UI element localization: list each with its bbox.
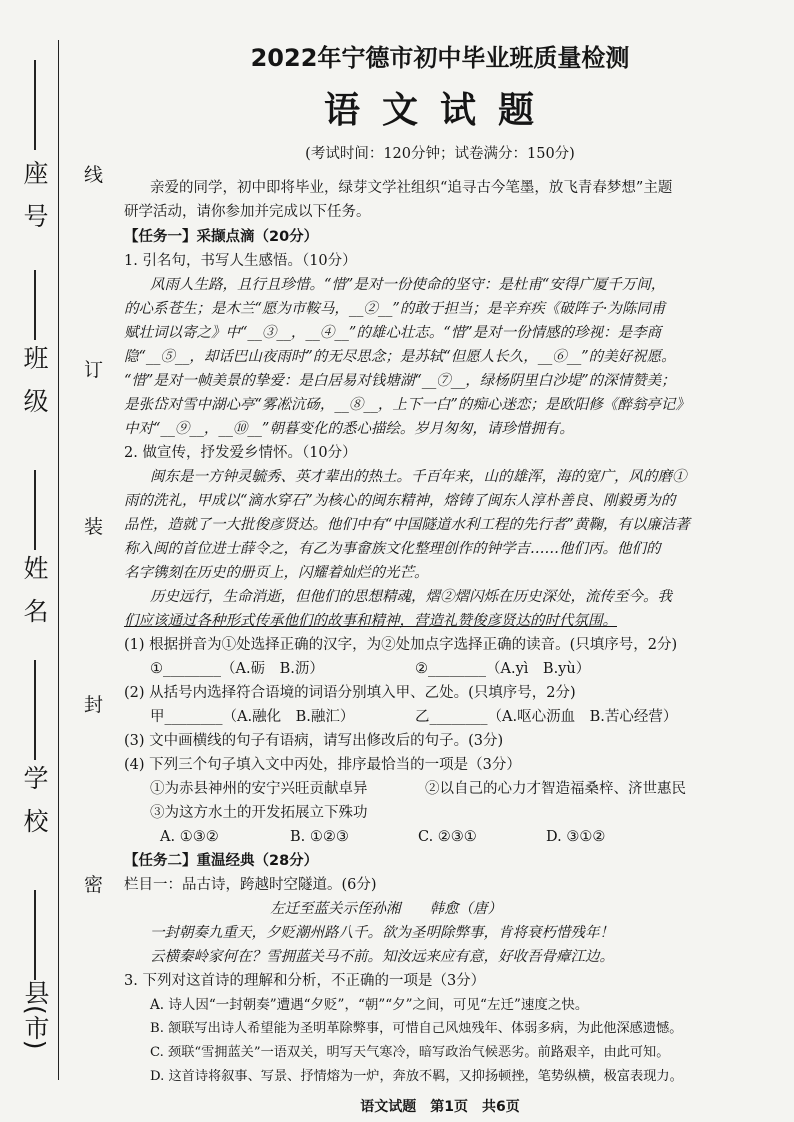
- sub1-option-1: ①________（A.砺 B.沥）: [150, 661, 324, 677]
- county-blank: [34, 890, 36, 980]
- choice-d: D. ③①②: [546, 829, 606, 845]
- poem-line-2: 云横秦岭家何在？雪拥蓝关马不前。知汝远来应有意，好收吾骨瘴江边。: [150, 949, 614, 965]
- sub1-option-2: ②________（A.yì B.yù）: [415, 661, 591, 677]
- q3-title: 3. 下列对这首诗的理解和分析，不正确的一项是（3分）: [124, 973, 486, 989]
- seal-xian: 线: [84, 164, 104, 186]
- q1-title: 1. 引名句，书写人生感悟。（10分）: [124, 253, 357, 269]
- sub4-item-2: ②以自己的心力才智造福桑梓、济世惠民: [425, 781, 686, 797]
- binding-line: [58, 40, 59, 1080]
- sub4-item-3: ③为这方水土的开发拓展立下殊功: [150, 805, 368, 821]
- label-school: 学校: [20, 765, 49, 851]
- column-one: 栏目一：品古诗，跨越时空隧道。(6分): [124, 877, 377, 893]
- page-footer: 语文试题 第1页 共6页: [360, 1099, 520, 1115]
- sub2-option-2: 乙________（A.呕心沥血 B.苦心经营）: [415, 709, 678, 725]
- q1-text: “惜”是对一帧美景的挚爱：是白居易对钱塘湖“__⑦__，绿杨阴里白沙堤”的深情赞美；: [124, 373, 676, 389]
- label-seat: 座号: [20, 160, 49, 246]
- seal-feng: 封: [84, 694, 104, 716]
- q2-text: 闽东是一方钟灵毓秀、英才辈出的热土。千百年来，山的雄浑，海的宽广，风的磨①: [150, 469, 687, 485]
- q2-text: 历史远行，生命消逝，但他们的思想精魂，熠②熠闪烁在历史深处，流传至今。我: [150, 589, 672, 605]
- seat-blank: [34, 60, 36, 150]
- q3-option-a: A. 诗人因“一封朝奏”遭遇“夕贬”，“朝”“夕”之间，可见“左迁”速度之快。: [150, 997, 589, 1013]
- poem-line-1: 一封朝奏九重天，夕贬潮州路八千。欲为圣明除弊事，肯将衰朽惜残年！: [150, 925, 614, 941]
- sub-question-3: (3) 文中画横线的句子有语病，请写出修改后的句子。(3分): [124, 733, 504, 749]
- label-name: 姓名: [20, 555, 49, 641]
- q2-underlined-sentence: 们应该通过各种形式传承他们的故事和精神，营造礼赞俊彦贤达的时代氛围。: [124, 613, 617, 629]
- poem-title: 左迁至蓝关示侄孙湘 韩愈（唐）: [270, 901, 502, 917]
- q2-text: 名字镌刻在历史的册页上，闪耀着灿烂的光芒。: [124, 565, 429, 581]
- class-blank: [34, 270, 36, 340]
- exam-title: 2022年宁德市初中毕业班质量检测: [250, 44, 630, 72]
- sub-question-4: (4) 下列三个句子填入文中丙处，排序最恰当的一项是（3分）: [124, 757, 521, 773]
- sub-question-1: (1) 根据拼音为①处选择正确的汉字，为②处加点字选择正确的读音。(只填序号，2分): [124, 637, 678, 653]
- q2-title: 2. 做宣传，抒发爱乡情怀。（10分）: [124, 445, 357, 461]
- choice-c: C. ②③①: [418, 829, 477, 845]
- school-blank: [34, 660, 36, 760]
- q2-text: 品性，造就了一大批俊彦贤达。他们中有“中国隧道水利工程的先行者”黄鞠，有以廉洁著: [124, 517, 690, 533]
- q1-text: 隐“__⑤__，却话巴山夜雨时”的无尽思念；是苏轼“但愿人长久，__⑥__”的美好祝愿。: [124, 349, 676, 365]
- sub4-item-1: ①为赤县神州的安宁兴旺贡献卓异: [150, 781, 368, 797]
- label-county: 县(市): [21, 980, 50, 1050]
- intro-line-2: 研学活动，请你参加并完成以下任务。: [124, 204, 371, 220]
- task2-heading: 【任务二】重温经典（28分）: [124, 853, 319, 869]
- seal-mi: 密: [84, 874, 104, 896]
- task1-heading: 【任务一】采撷点滴（20分）: [124, 229, 319, 245]
- seal-ding: 订: [84, 359, 104, 381]
- q1-text: 中对“__⑨__，__⑩__”朝暮变化的悉心描绘。岁月匆匆，请珍惜拥有。: [124, 421, 574, 437]
- q1-text: 赋壮词以寄之》中“__③__，__④__”的雄心壮志。“惜”是对一份情感的珍视：是李商: [124, 325, 662, 341]
- sub2-option-1: 甲________（A.融化 B.融汇）: [150, 709, 355, 725]
- q3-option-c: C. 颈联“雪拥蓝关”一语双关，明写天气寒冷，暗写政治气候恶劣。前路艰辛，由此可知。: [150, 1045, 670, 1060]
- q2-text: 雨的洗礼，甲成以“滴水穿石”为核心的闽东精神，熔铸了闽东人淳朴善良、刚毅勇为的: [124, 493, 676, 509]
- q1-text: 风雨人生路，且行且珍惜。“惜”是对一份使命的坚守：是杜甫“安得广厦千万间，: [150, 277, 666, 293]
- q3-option-b: B. 颔联写出诗人希望能为圣明革除弊事，可惜自己风烛残年、体弱多病，为此他深感遗憾。: [150, 1021, 683, 1036]
- name-blank: [34, 470, 36, 550]
- choice-a: A. ①③②: [160, 829, 219, 845]
- q1-text: 是张岱对雪中湖心亭“雾凇沆砀，__⑧__，上下一白”的痴心迷恋；是欧阳修《醉翁亭记》: [124, 397, 690, 413]
- exam-meta: (考试时间：120分钟；试卷满分：150分): [305, 146, 575, 162]
- q3-option-d: D. 这首诗将叙事、写景、抒情熔为一炉，奔放不羁，又抑扬顿挫，笔势纵横，极富表现力。: [150, 1069, 683, 1084]
- q2-text: 称入闽的首位进士薛令之，有乙为事畲族文化整理创作的钟学吉……他们丙。他们的: [124, 541, 661, 557]
- label-class: 班级: [20, 345, 49, 431]
- q1-text: 的心系苍生；是木兰“愿为市鞍马，__②__”的敢于担当；是辛弃疾《破阵子·为陈同甫: [124, 301, 666, 317]
- seal-zhuang: 装: [84, 516, 104, 538]
- choice-b: B. ①②③: [290, 829, 349, 845]
- subject-title: 语文试题: [323, 89, 556, 131]
- intro-line-1: 亲爱的同学，初中即将毕业，绿芽文学社组织“追寻古今笔墨，放飞青春梦想”主题: [150, 180, 673, 196]
- sub-question-2: (2) 从括号内选择符合语境的词语分别填入甲、乙处。(只填序号，2分): [124, 685, 576, 701]
